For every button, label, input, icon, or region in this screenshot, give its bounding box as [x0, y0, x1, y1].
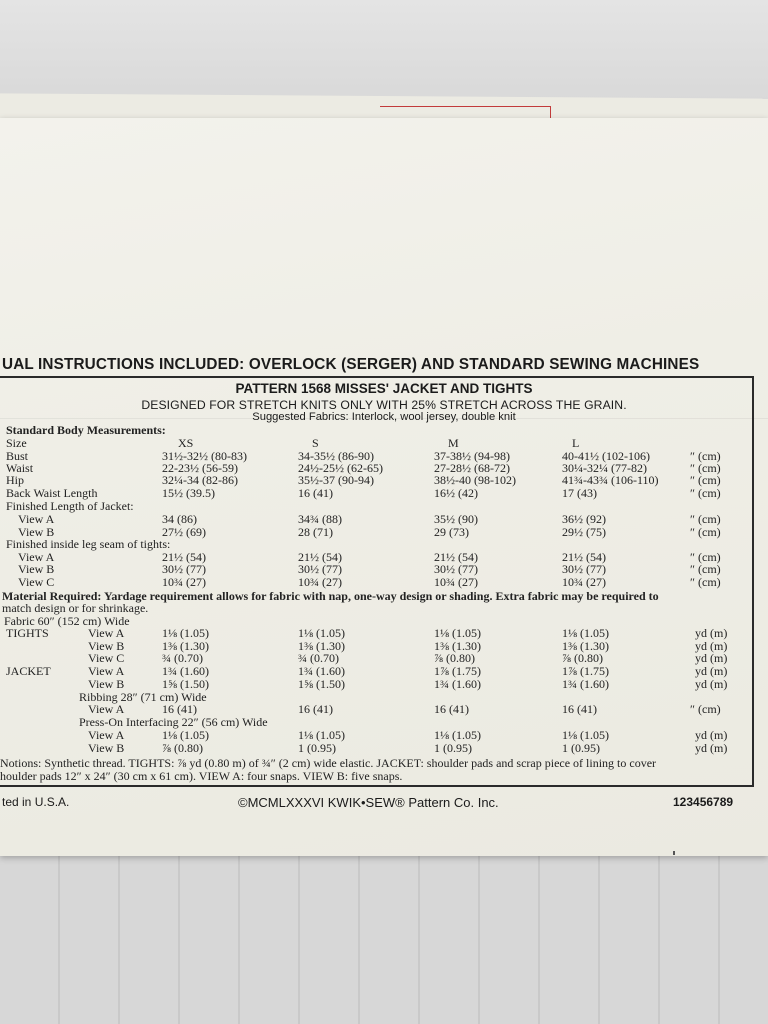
cell-m: 21½ (54): [434, 550, 478, 564]
cell-unit: yd (m): [695, 728, 728, 742]
cell-xs: 16 (41): [162, 702, 197, 716]
cell-l: 30½ (77): [562, 562, 606, 576]
cell-unit: yd (m): [695, 639, 728, 653]
cell-unit: yd (m): [695, 741, 728, 755]
cell-m: 1⅛ (1.05): [434, 728, 481, 742]
printed-in-usa: ted in U.S.A.: [2, 795, 70, 809]
cell-s: 34-35½ (86-90): [298, 449, 374, 463]
cell-m: 35½ (90): [434, 512, 478, 526]
cell-unit: yd (m): [695, 677, 728, 691]
cell-xs: 10¾ (27): [162, 575, 206, 589]
cell-xs: 27½ (69): [162, 525, 206, 539]
cell-xs: 31½-32½ (80-83): [162, 449, 247, 463]
cell-unit: ″ (cm): [690, 473, 721, 487]
cell-s: 1⅛ (1.05): [298, 626, 345, 640]
cell-unit: ″ (cm): [690, 550, 721, 564]
row-group-label: TIGHTS: [6, 626, 49, 640]
row-label: View B: [88, 677, 125, 691]
row-label: View A: [18, 512, 55, 526]
cell-s: 16 (41): [298, 486, 333, 500]
cell-l: 1⅜ (1.30): [562, 639, 609, 653]
table-surface-top: [0, 0, 768, 100]
cell-unit: ″ (cm): [690, 562, 721, 576]
cell-xs: 1⅛ (1.05): [162, 626, 209, 640]
cell-l: 30¼-32¼ (77-82): [562, 461, 647, 475]
cell-xs: 30½ (77): [162, 562, 206, 576]
notions-line2: houlder pads 12″ x 24″ (30 cm x 61 cm). VIEW A: four snaps. VIEW B: five snaps.: [0, 769, 403, 783]
cell-l: 1⅞ (1.75): [562, 664, 609, 678]
cell-xs: 1⅝ (1.50): [162, 677, 209, 691]
notions-line1: Notions: Synthetic thread. TIGHTS: ⅞ yd (0.80 m) of ¾″ (2 cm) wide elastic. JACKET: shoulder pads and scrap piece of lining to cover: [0, 756, 657, 770]
cell-s: 28 (71): [298, 525, 333, 539]
cell-l: 21½ (54): [562, 550, 606, 564]
row-label: View B: [88, 741, 125, 755]
cell-l: 29½ (75): [562, 525, 606, 539]
cell-unit: ″ (cm): [690, 486, 721, 500]
cell-xs: ¾ (0.70): [162, 651, 203, 665]
cell-m: 1 (0.95): [434, 741, 472, 755]
row-label: Hip: [6, 473, 24, 487]
cell-m: 29 (73): [434, 525, 469, 539]
row-label: Waist: [6, 461, 34, 475]
row-label: View A: [88, 702, 125, 716]
barcode-number: 123456789: [673, 795, 734, 809]
cell-s: 30½ (77): [298, 562, 342, 576]
cell-unit: ″ (cm): [690, 525, 721, 539]
cell-xs: 34 (86): [162, 512, 197, 526]
row-label: View B: [88, 639, 125, 653]
cell-l: 1¾ (1.60): [562, 677, 609, 691]
copyright-notice: ©MCMLXXXVI KWIK•SEW® Pattern Co. Inc.: [238, 795, 499, 810]
row-label: Back Waist Length: [6, 486, 98, 500]
cell-unit: yd (m): [695, 651, 728, 665]
cell-xs: 22-23½ (56-59): [162, 461, 238, 475]
cell-xs: 15½ (39.5): [162, 486, 215, 500]
cell-s: 35½-37 (90-94): [298, 473, 374, 487]
section-jacket-length: Finished Length of Jacket:: [6, 499, 134, 513]
cell-m: 1¾ (1.60): [434, 677, 481, 691]
row-group-label: JACKET: [6, 664, 51, 678]
cell-xs: 32¼-34 (82-86): [162, 473, 238, 487]
row-label: Bust: [6, 449, 29, 463]
row-label: View C: [88, 651, 125, 665]
material-required-line1-text: Material Required: Yardage requirement allows for fabric with nap, one-way design or shading. Extra fabric may be required to: [2, 589, 659, 603]
cell-s: 1⅛ (1.05): [298, 728, 345, 742]
cell-s: 24½-25½ (62-65): [298, 461, 383, 475]
cell-l: 40-41½ (102-106): [562, 449, 650, 463]
cell-s: S: [312, 436, 319, 450]
cell-xs: 1⅜ (1.30): [162, 639, 209, 653]
row-label: View A: [88, 626, 125, 640]
cell-xs: 1⅛ (1.05): [162, 728, 209, 742]
cell-m: 10¾ (27): [434, 575, 478, 589]
cell-s: 16 (41): [298, 702, 333, 716]
cell-l: L: [572, 436, 580, 450]
table-surface-bottom: [0, 855, 768, 1024]
cell-l: 1 (0.95): [562, 741, 600, 755]
row-label: View C: [18, 575, 55, 589]
cell-m: 38½-40 (98-102): [434, 473, 516, 487]
interfacing-width-label: Press-On Interfacing 22″ (56 cm) Wide: [79, 715, 268, 729]
cell-s: 34¾ (88): [298, 512, 342, 526]
cell-xs: 1¾ (1.60): [162, 664, 209, 678]
cell-unit: ″ (cm): [690, 461, 721, 475]
row-label: Size: [6, 436, 27, 450]
ribbing-width-label: Ribbing 28″ (71 cm) Wide: [79, 690, 207, 704]
cell-unit: ″ (cm): [690, 702, 721, 716]
cell-unit: ″ (cm): [690, 575, 721, 589]
cell-l: 36½ (92): [562, 512, 606, 526]
cell-l: 10¾ (27): [562, 575, 606, 589]
cell-unit: yd (m): [695, 626, 728, 640]
row-label: View B: [18, 562, 55, 576]
cell-s: 1⅜ (1.30): [298, 639, 345, 653]
cell-m: ⅞ (0.80): [434, 651, 475, 665]
cell-unit: ″ (cm): [690, 512, 721, 526]
cell-l: 1⅛ (1.05): [562, 728, 609, 742]
cell-m: 16 (41): [434, 702, 469, 716]
fabric-width-label: Fabric 60″ (152 cm) Wide: [4, 614, 130, 628]
stretch-requirement: DESIGNED FOR STRETCH KNITS ONLY WITH 25% STRETCH ACROSS THE GRAIN.: [141, 398, 627, 412]
cell-xs: XS: [178, 436, 194, 450]
cell-xs: ⅞ (0.80): [162, 741, 203, 755]
cell-unit: yd (m): [695, 664, 728, 678]
section-body-measurements: Standard Body Measurements:: [6, 423, 166, 437]
row-label: View A: [18, 550, 55, 564]
cell-l: 41¾-43¾ (106-110): [562, 473, 659, 487]
row-label: View B: [18, 525, 55, 539]
suggested-fabrics: Suggested Fabrics: Interlock, wool jersey, double knit: [252, 411, 516, 423]
cell-unit: ″ (cm): [690, 449, 721, 463]
cell-s: 1¾ (1.60): [298, 664, 345, 678]
section-leg-seam: Finished inside leg seam of tights:: [6, 537, 171, 551]
cell-s: 1⅝ (1.50): [298, 677, 345, 691]
row-label: View A: [88, 728, 125, 742]
cell-m: 1⅜ (1.30): [434, 639, 481, 653]
row-label: View A: [88, 664, 125, 678]
cell-s: 21½ (54): [298, 550, 342, 564]
cell-m: 1⅞ (1.75): [434, 664, 481, 678]
cell-s: 1 (0.95): [298, 741, 336, 755]
instructions-banner: UAL INSTRUCTIONS INCLUDED: OVERLOCK (SERGER) AND STANDARD SEWING MACHINES: [2, 356, 700, 373]
cell-m: 16½ (42): [434, 486, 478, 500]
material-required-line2: match design or for shrinkage.: [2, 601, 149, 615]
cell-m: 1⅛ (1.05): [434, 626, 481, 640]
cell-l: 17 (43): [562, 486, 597, 500]
cell-l: 1⅛ (1.05): [562, 626, 609, 640]
cell-xs: 21½ (54): [162, 550, 206, 564]
cell-m: 30½ (77): [434, 562, 478, 576]
cell-l: 16 (41): [562, 702, 597, 716]
cell-m: M: [448, 436, 459, 450]
cell-s: ¾ (0.70): [298, 651, 339, 665]
cell-l: ⅞ (0.80): [562, 651, 603, 665]
cell-m: 37-38½ (94-98): [434, 449, 510, 463]
pattern-title: PATTERN 1568 MISSES' JACKET AND TIGHTS: [235, 381, 533, 396]
cell-s: 10¾ (27): [298, 575, 342, 589]
ink-mark: [673, 851, 675, 855]
cell-m: 27-28½ (68-72): [434, 461, 510, 475]
